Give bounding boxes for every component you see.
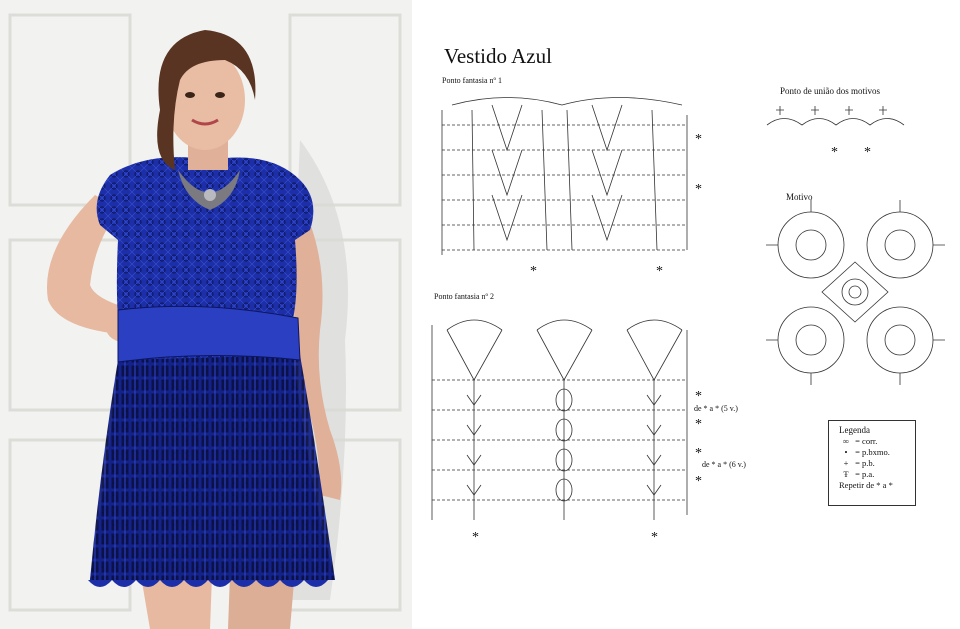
svg-text:*: * [695, 474, 702, 489]
svg-text:*: * [695, 417, 702, 432]
legend-item [839, 458, 915, 469]
crochet-chart-panel [412, 0, 960, 629]
ponto-fantasia-1-diagram [442, 98, 687, 256]
dress-photo-illustration [0, 0, 412, 629]
ponto-fantasia-2-diagram [432, 320, 687, 520]
svg-text:*: * [864, 145, 871, 160]
legend-item [839, 436, 915, 447]
repeat-note-6: de * a * (6 v.) [702, 460, 746, 469]
legend-repeat-note: Repetir de * a * [839, 480, 893, 490]
chain-symbol-icon: ∞ [842, 436, 850, 446]
single-crochet-symbol-icon: + [843, 458, 849, 468]
motivo-diagram [766, 200, 945, 385]
pattern-title: Vestido Azul [444, 44, 552, 68]
svg-text:*: * [656, 264, 663, 279]
section-label-ponto-fantasia-1: Ponto fantasia nº 1 [442, 76, 503, 85]
legend-label: = p.bxmo. [855, 447, 890, 457]
ponto-uniao-diagram [767, 106, 904, 125]
legend-label: = corr. [855, 436, 878, 446]
svg-text:*: * [831, 145, 838, 160]
svg-text:*: * [530, 264, 537, 279]
section-label-ponto-fantasia-2: Ponto fantasia nº 2 [434, 292, 495, 301]
legend-label: = p.b. [855, 458, 875, 468]
svg-text:*: * [651, 530, 658, 545]
svg-text:*: * [695, 182, 702, 197]
legend-item [839, 447, 915, 458]
svg-text:*: * [695, 446, 702, 461]
legend-item [839, 469, 915, 480]
svg-text:*: * [695, 132, 702, 147]
legend-label: = p.a. [855, 469, 875, 479]
repeat-note-5: de * a * (5 v.) [694, 404, 738, 413]
double-crochet-symbol-icon: Ŧ [843, 469, 849, 479]
section-label-uniao: Ponto de união dos motivos [780, 86, 881, 96]
section-label-motivo: Motivo [786, 192, 813, 202]
model-photo [0, 0, 412, 629]
svg-text:*: * [695, 389, 702, 404]
legend-heading: Legenda [839, 425, 870, 435]
slip-stitch-symbol-icon: • [844, 447, 848, 457]
svg-text:*: * [472, 530, 479, 545]
legend-box [828, 420, 916, 506]
